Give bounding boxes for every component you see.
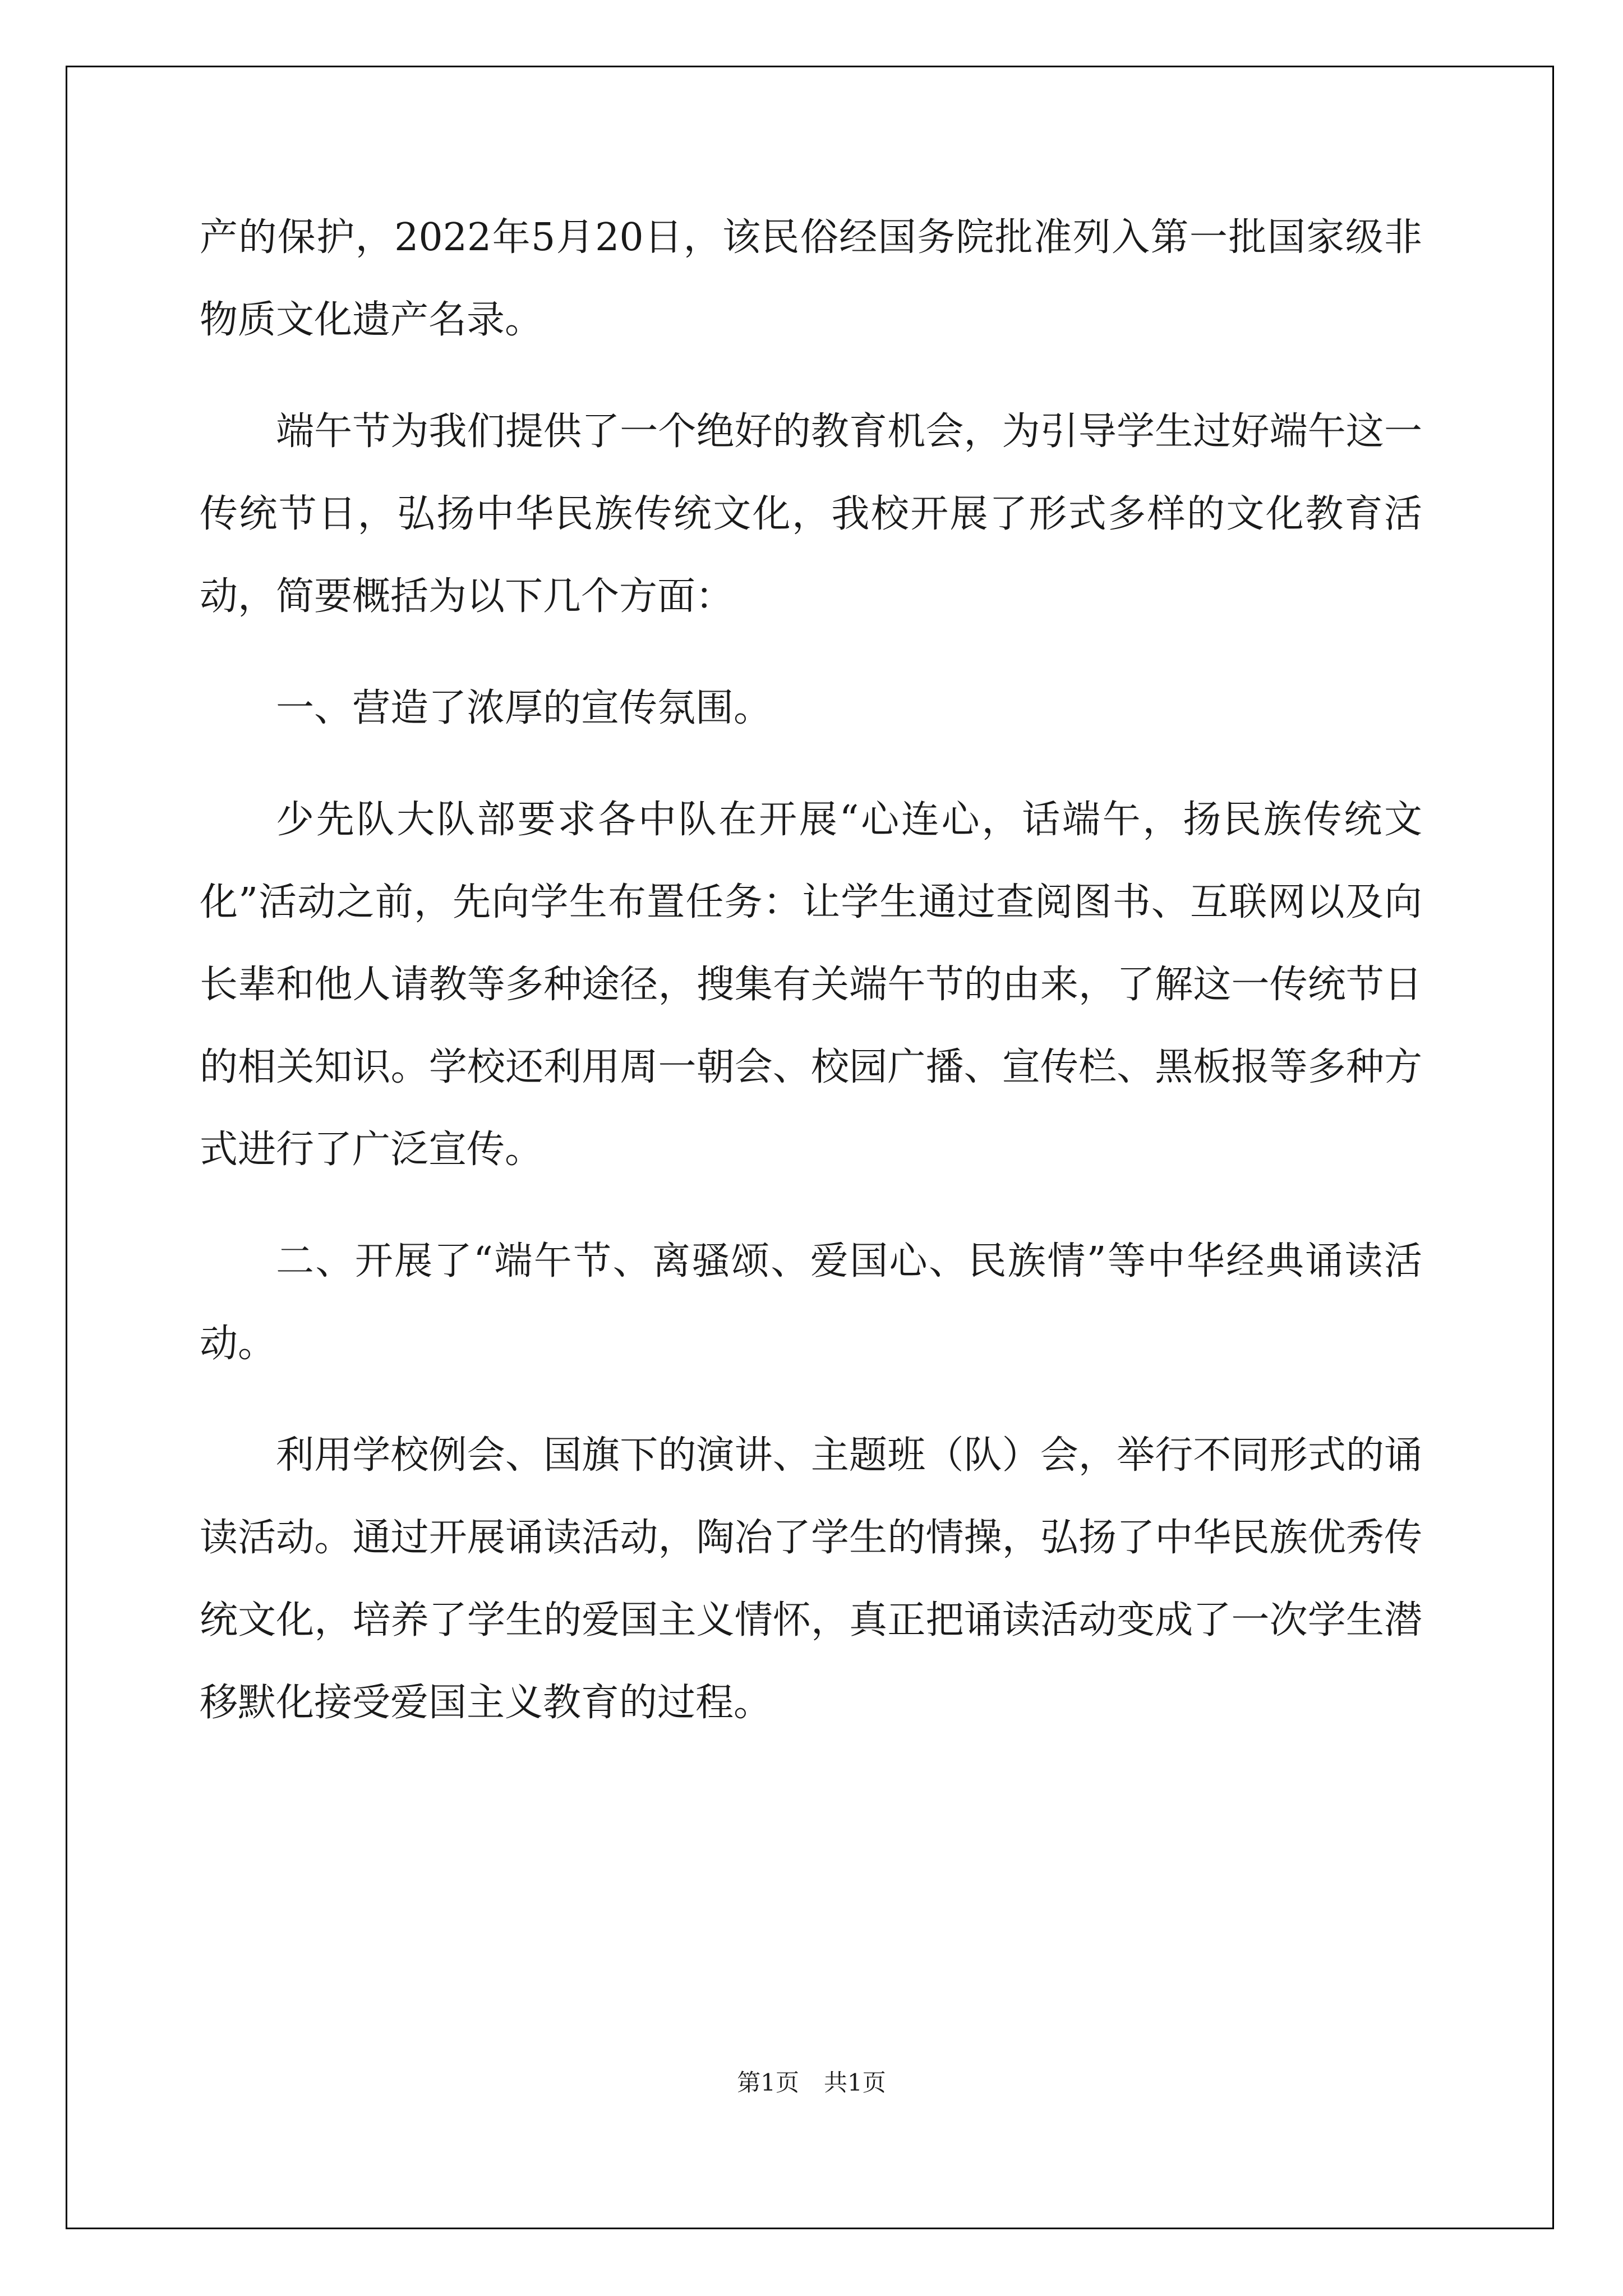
paragraph-2: 端午节为我们提供了一个绝好的教育机会，为引导学生过好端午这一传统节日，弘扬中华民族传统文化，我校开展了形式多样的文化教育活动，简要概括为以下几个方面： (200, 409, 1422, 619)
paragraph-1: 产的保护，2022年5月20日，该民俗经国务院批准列入第一批国家级非物质文化遗产名录。 (200, 215, 1422, 342)
section-heading-2: 二、开展了“端午节、离骚颂、爱国心、民族情”等中华经典诵读活动。 (200, 1239, 1422, 1366)
page-footer (0, 2064, 1623, 2098)
page-number-total: 共1页 (824, 2069, 886, 2096)
paragraph-4: 利用学校例会、国旗下的演讲、主题班（队）会，举行不同形式的诵读活动。通过开展诵读活动，陶冶了学生的情操，弘扬了中华民族优秀传统文化，培养了学生的爱国主义情怀，真正把诵读活动变成了一次学生潜移默化接受爱国主义教育的过程。 (200, 1433, 1422, 1725)
section-heading-1: 一、营造了浓厚的宣传氛围。 (276, 686, 772, 730)
page-number-current: 第1页 (737, 2069, 799, 2096)
document-body (200, 196, 1422, 1773)
paragraph-3: 少先队大队部要求各中队在开展“心连心，话端午，扬民族传统文化”活动之前，先向学生布置任务：让学生通过查阅图书、互联网以及向长辈和他人请教等多种途径，搜集有关端午节的由来，了解这一传统节日的相关知识。学校还利用周一朝会、校园广播、宣传栏、黑板报等多种方式进行了广泛宣传。 (200, 798, 1422, 1172)
